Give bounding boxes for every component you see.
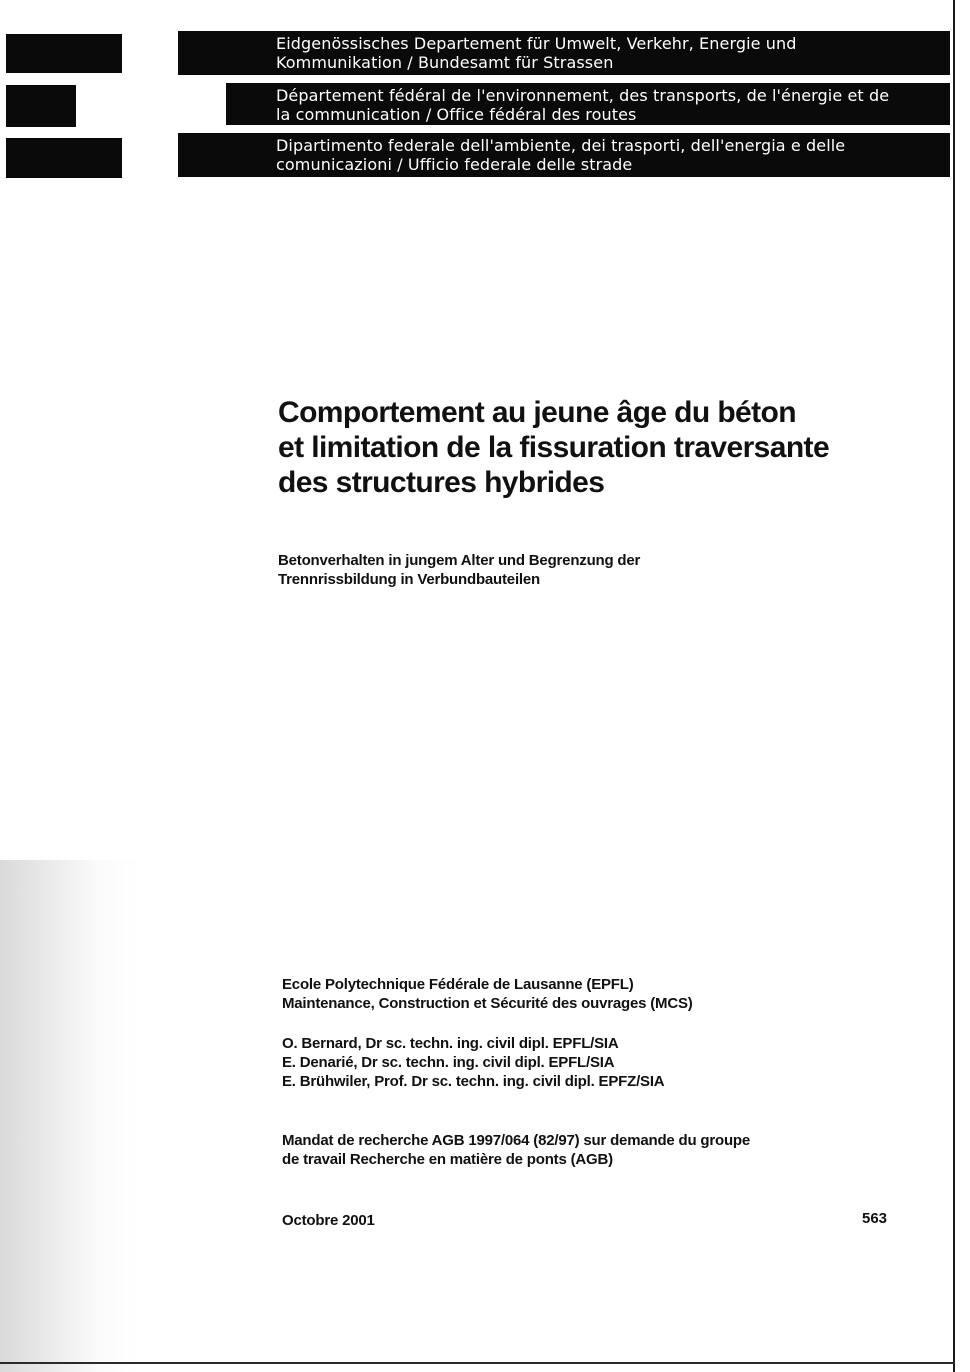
department-italian-line-2: comunicazioni / Ufficio federale delle strade [276,155,633,174]
institution-name: Ecole Polytechnique Fédérale de Lausanne (EPFL) [282,976,634,993]
scan-shadow [0,860,140,1372]
federal-logo-bar-middle [6,85,76,127]
department-header-french [226,83,950,125]
department-french-line-1: Département fédéral de l'environnement, des transports, de l'énergie et de [276,86,890,105]
federal-logo-bar-top [6,34,122,73]
federal-logo-bar-bottom [6,138,122,178]
report-number: 563 [862,1210,888,1227]
department-italian-line-1: Dipartimento federale dell'ambiente, dei trasporti, dell'energia e delle [276,136,846,155]
report-title [278,395,918,500]
institution-block [282,975,882,1013]
report-title-line-3: des structures hybrides [278,466,605,499]
report-title-line-2: et limitation de la fissuration traversante [278,431,830,464]
department-french-line-2: la communication / Office fédéral des routes [276,105,637,124]
page-edge-line [953,0,955,1372]
department-german-line-1: Eidgenössisches Departement für Umwelt, Verkehr, Energie und [276,34,797,53]
page-bottom-line [0,1362,955,1364]
authors-list [282,1034,882,1091]
research-mandate-line-1: Mandat de recherche AGB 1997/064 (82/97) sur demande du groupe [282,1132,751,1149]
report-title-line-1: Comportement au jeune âge du béton [278,396,796,429]
report-subtitle-line-2: Trennrissbildung in Verbundbauteilen [278,571,540,588]
department-header-german [178,31,950,75]
author-item: E. Brühwiler, Prof. Dr sc. techn. ing. civil dipl. EPFZ/SIA [282,1073,665,1090]
author-item: E. Denarié, Dr sc. techn. ing. civil dipl. EPFL/SIA [282,1054,615,1071]
research-mandate [282,1131,902,1169]
publication-date: Octobre 2001 [282,1212,375,1229]
report-subtitle-line-1: Betonverhalten in jungem Alter und Begrenzung der [278,552,641,569]
department-german-line-2: Kommunikation / Bundesamt für Strassen [276,53,614,72]
report-subtitle [278,551,778,589]
research-mandate-line-2: de travail Recherche en matière de ponts (AGB) [282,1151,613,1168]
department-header-italian [178,133,950,177]
author-item: O. Bernard, Dr sc. techn. ing. civil dipl. EPFL/SIA [282,1035,619,1052]
institution-lab: Maintenance, Construction et Sécurité des ouvrages (MCS) [282,995,693,1012]
